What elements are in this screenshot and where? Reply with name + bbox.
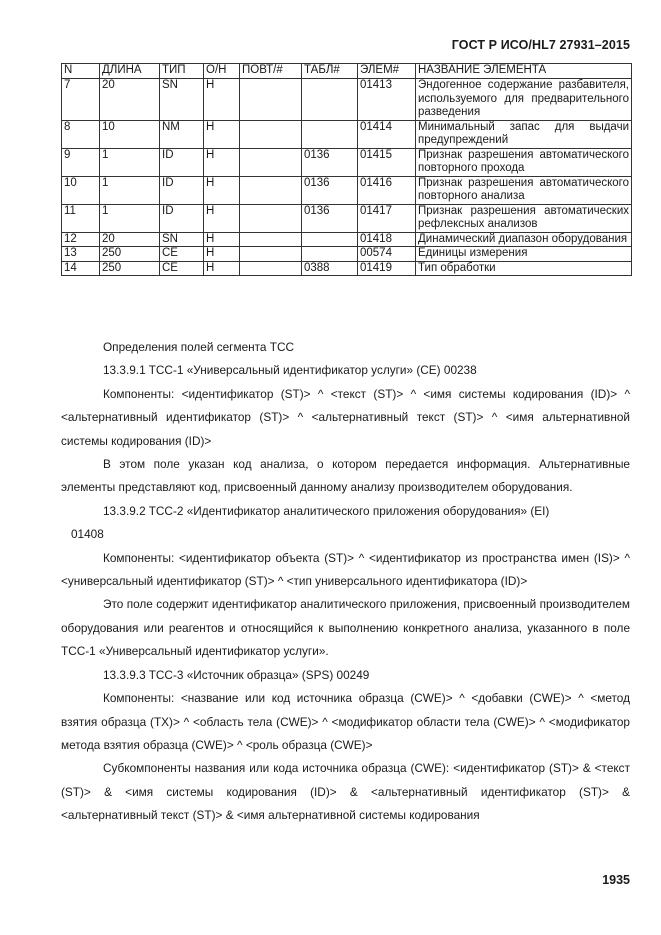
- cell-name: Признак разрешения автоматического повторного прохода: [416, 148, 632, 176]
- col-header: ДЛИНА: [100, 64, 160, 79]
- cell-name: Признак разрешения автоматического повторного анализа: [416, 176, 632, 204]
- cell-length: 1: [100, 176, 160, 204]
- cell-required: H: [204, 79, 240, 121]
- cell-length: 250: [100, 261, 160, 276]
- cell-repeat: [240, 176, 302, 204]
- cell-required: H: [204, 232, 240, 247]
- cell-repeat: [240, 79, 302, 121]
- table-row: [62, 232, 632, 247]
- cell-table: 0136: [302, 148, 358, 176]
- cell-type: ID: [160, 148, 204, 176]
- cell-required: H: [204, 247, 240, 262]
- cell-type: SN: [160, 232, 204, 247]
- cell-item: 01415: [358, 148, 416, 176]
- document-header: ГОСТ Р ИСО/HL7 27931–2015: [451, 38, 630, 52]
- cell-required: H: [204, 176, 240, 204]
- cell-table: 0136: [302, 176, 358, 204]
- cell-n: 11: [62, 204, 100, 232]
- cell-repeat: [240, 232, 302, 247]
- cell-item: 01413: [358, 79, 416, 121]
- table-row: [62, 247, 632, 262]
- cell-table: [302, 79, 358, 121]
- cell-name: Тип обработки: [416, 261, 632, 276]
- subcomponents-paragraph: Субкомпоненты названия или кода источника образца (CWE): <идентификатор (ST)> & <текст (ST)> & <имя системы кодирования (ID)> & <альтернативный идентификатор (ST)> & <альтернативный текст (ST)> & <имя альтернативной системы кодирования: [61, 761, 630, 823]
- components-paragraph: Компоненты: <идентификатор объекта (ST)> ^ <идентификатор из пространства имен (IS)> ^ <универсальный идентификатор (ST)> ^ <тип универсального идентификатора (ID)>: [61, 550, 630, 589]
- cell-type: CE: [160, 261, 204, 276]
- cell-item: 01419: [358, 261, 416, 276]
- cell-n: 9: [62, 148, 100, 176]
- cell-item: 00574: [358, 247, 416, 262]
- col-header: ПОВТ/#: [240, 64, 302, 79]
- cell-n: 14: [62, 261, 100, 276]
- cell-type: ID: [160, 204, 204, 232]
- cell-name: Единицы измерения: [416, 247, 632, 262]
- col-header: ЭЛЕМ#: [358, 64, 416, 79]
- cell-length: 20: [100, 79, 160, 121]
- cell-name: Минимальный запас для выдачи предупреждений: [416, 120, 632, 148]
- field-heading-code: 01408: [71, 527, 104, 542]
- table-row: [62, 148, 632, 176]
- cell-length: 1: [100, 148, 160, 176]
- cell-repeat: [240, 120, 302, 148]
- cell-item: 01416: [358, 176, 416, 204]
- field-heading: 13.3.9.1 TCC-1 «Универсальный идентификатор услуги» (CE) 00238: [103, 363, 477, 378]
- cell-item: 01417: [358, 204, 416, 232]
- cell-required: H: [204, 204, 240, 232]
- cell-required: H: [204, 261, 240, 276]
- components-paragraph: Компоненты: <название или код источника образца (CWE)> ^ <добавки (CWE)> ^ <метод взятия образца (TX)> ^ <область тела (CWE)> ^ <модификатор области тела (CWE)> ^ <модификатор метода взятия образца (CWE)> ^ <роль образца (CWE)>: [61, 691, 630, 752]
- page-number: 1935: [602, 873, 630, 887]
- cell-n: 8: [62, 120, 100, 148]
- cell-n: 10: [62, 176, 100, 204]
- cell-name: Признак разрешения автоматических рефлексных анализов: [416, 204, 632, 232]
- cell-repeat: [240, 204, 302, 232]
- document-body: [61, 336, 630, 828]
- cell-type: ID: [160, 176, 204, 204]
- cell-length: 10: [100, 120, 160, 148]
- cell-length: 250: [100, 247, 160, 262]
- cell-type: NM: [160, 120, 204, 148]
- table-row: [62, 120, 632, 148]
- components-paragraph: Компоненты: <идентификатор (ST)> ^ <текст (ST)> ^ <имя системы кодирования (ID)> ^ <альтернативный идентификатор (ST)> ^ <альтернативный текст (ST)> ^ <имя альтернативной системы кодирования (ID)>: [61, 386, 630, 448]
- cell-repeat: [240, 247, 302, 262]
- table-row: [62, 261, 632, 276]
- col-header: N: [62, 64, 100, 79]
- col-header: НАЗВАНИЕ ЭЛЕМЕНТА: [416, 64, 632, 79]
- cell-required: H: [204, 148, 240, 176]
- cell-table: 0388: [302, 261, 358, 276]
- cell-table: 0136: [302, 204, 358, 232]
- field-heading: 13.3.9.3 TCC-3 «Источник образца» (SPS) 00249: [103, 667, 370, 682]
- cell-item: 01414: [358, 120, 416, 148]
- cell-table: [302, 232, 358, 247]
- cell-name: Эндогенное содержание разбавителя, используемого для предварительного разведения: [416, 79, 632, 121]
- cell-item: 01418: [358, 232, 416, 247]
- cell-type: SN: [160, 79, 204, 121]
- cell-required: H: [204, 120, 240, 148]
- field-heading: 13.3.9.2 TCC-2 «Идентификатор аналитического приложения оборудования» (EI): [103, 503, 550, 518]
- col-header: ТИП: [160, 64, 204, 79]
- table-row: [62, 204, 632, 232]
- table-header-row: [62, 64, 632, 79]
- description-paragraph: В этом поле указан код анализа, о котором передается информация. Альтернативные элементы представляют код, присвоенный данному анализу производителем оборудования.: [61, 457, 630, 495]
- table-row: [62, 176, 632, 204]
- cell-n: 7: [62, 79, 100, 121]
- cell-length: 20: [100, 232, 160, 247]
- cell-length: 1: [100, 204, 160, 232]
- cell-repeat: [240, 148, 302, 176]
- section-intro: Определения полей сегмента TCC: [103, 340, 294, 354]
- cell-table: [302, 247, 358, 262]
- description-paragraph: Это поле содержит идентификатор аналитического приложения, присвоенный производителем оборудования или реагентов и относящийся к выполнению конкретного анализа, указанного в поле TCC-1 «Универсальный идентификатор услуги».: [61, 597, 630, 659]
- cell-name: Динамический диапазон оборудования: [416, 232, 632, 247]
- cell-type: CE: [160, 247, 204, 262]
- cell-repeat: [240, 261, 302, 276]
- cell-n: 13: [62, 247, 100, 262]
- col-header: ТАБЛ#: [302, 64, 358, 79]
- table-row: [62, 79, 632, 121]
- col-header: О/Н: [204, 64, 240, 79]
- cell-table: [302, 120, 358, 148]
- segment-fields-table: [61, 63, 632, 276]
- cell-n: 12: [62, 232, 100, 247]
